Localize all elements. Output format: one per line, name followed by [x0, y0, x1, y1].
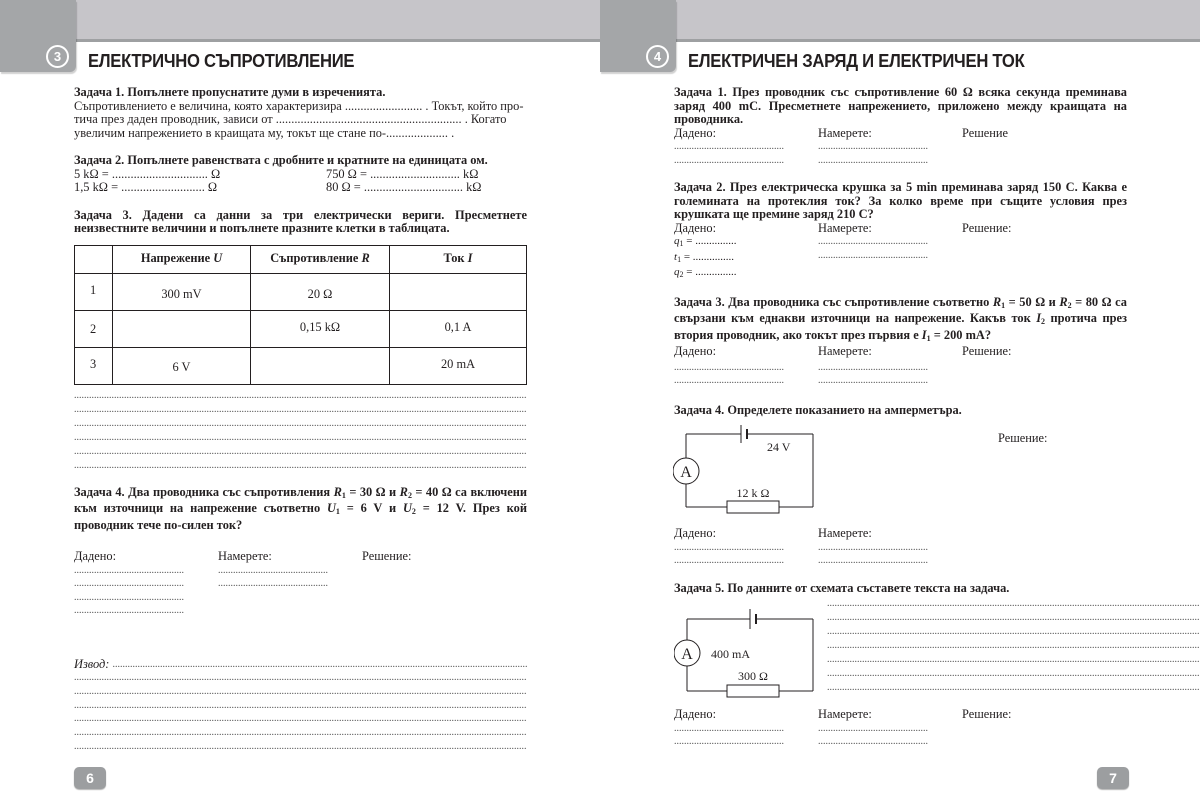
given-value: = ............... [683, 266, 737, 278]
given-line[interactable] [674, 541, 784, 555]
symbol: U [326, 501, 336, 515]
equation-row [74, 181, 527, 195]
symbol: q [674, 235, 680, 247]
find-label: Намерете: [818, 125, 872, 140]
answer-line[interactable] [74, 671, 527, 685]
given-value: = ............... [683, 235, 737, 247]
table-row [75, 310, 527, 347]
given-line[interactable] [674, 361, 784, 375]
task-heading: Задача 2. Попълнете равенствата с дробните и кратните на единицата ом. [74, 153, 488, 167]
find-line[interactable] [818, 541, 928, 555]
table-header-row [75, 245, 527, 273]
equation-row [74, 168, 527, 182]
given-find-solution [674, 527, 1127, 568]
equation-item: 1,5 kΩ = ........................... Ω [74, 180, 218, 194]
right-content [674, 86, 1127, 749]
answer-line[interactable] [74, 389, 527, 403]
equation-item: 80 Ω = ................................ kΩ [326, 180, 482, 194]
lesson-title: ЕЛЕКТРИЧНО СЪПРОТИВЛЕНИЕ [88, 50, 355, 71]
given-line[interactable] [74, 564, 184, 578]
equation-item: 5 kΩ = ............................... Ω [74, 166, 221, 181]
solution-label: Решение: [962, 707, 1012, 721]
given-label: Дадено: [674, 526, 717, 540]
header-bar [74, 0, 600, 42]
task-text: = 50 Ω и [1005, 294, 1060, 309]
find-column [818, 345, 962, 388]
table-cell[interactable] [113, 310, 251, 347]
answer-line[interactable] [74, 740, 527, 754]
given-line[interactable] [674, 140, 784, 154]
given-find-solution [674, 345, 1127, 388]
solution-column [962, 127, 1106, 168]
given-find-solution [674, 708, 1127, 749]
find-line[interactable] [818, 361, 928, 375]
voltage-label: 24 V [767, 440, 791, 454]
solution-label: Решение: [362, 549, 412, 563]
find-label: Намерете: [818, 526, 872, 540]
task-text: Задача 3. Два проводника със съпротивление съответно [674, 294, 993, 309]
given-column [74, 550, 218, 618]
subscript: 1 [677, 254, 682, 264]
task-text: = 80 Ω са свързани към еднакви източници на напрежение. Какъв ток [674, 294, 1127, 325]
task-5 [674, 582, 1127, 749]
task-heading: Задача 3. Дадени са данни за три електрически вериги. Пресметнете неизвестните величини и попълнете празните клетки в таблицата. [74, 207, 527, 235]
table-cell[interactable] [251, 347, 390, 384]
task-text: = 40 Ω са включени към източници на напрежение съответно [74, 484, 527, 515]
symbol: I [921, 327, 927, 342]
task-3 [74, 209, 527, 473]
given-line[interactable] [674, 554, 784, 568]
answer-line[interactable] [74, 431, 527, 445]
task-text: протича през втория проводник, ако токът през първия е [674, 311, 1127, 342]
conclusion-line[interactable] [112, 658, 527, 672]
task-heading: Задача 1. Попълнете пропуснатите думи в изреченията. [74, 85, 386, 99]
task-text: Задача 4. Два проводника със съпротивления [74, 484, 334, 499]
given-column [674, 527, 818, 568]
solution-label: Решение: [998, 430, 1048, 445]
task-text-line: Съпротивлението е величина, която характеризира ......................... . Токът, който про- [74, 98, 524, 113]
subscript: 1 [679, 239, 684, 248]
find-line[interactable] [818, 235, 928, 249]
task-5-body [674, 597, 1127, 698]
answer-lines[interactable] [74, 389, 527, 473]
symbol: t [674, 250, 678, 263]
find-column [818, 222, 962, 282]
table-cell: 3 [75, 347, 113, 384]
task-4 [74, 486, 527, 754]
lesson-title: ЕЛЕКТРИЧЕН ЗАРЯД И ЕЛЕКТРИЧЕН ТОК [688, 50, 1025, 71]
find-label: Намерете: [818, 344, 872, 358]
answer-line[interactable] [74, 445, 527, 459]
answer-line[interactable] [74, 726, 527, 740]
solution-label: Решение [962, 125, 1009, 140]
task-2 [74, 154, 527, 195]
given-line[interactable] [74, 591, 184, 605]
given-label: Дадено: [674, 344, 717, 358]
task-4 [674, 404, 1127, 568]
resistor-icon [727, 501, 779, 513]
resistor-label: 12 k Ω [736, 486, 770, 500]
solution-label: Решение: [962, 344, 1012, 358]
symbol: R [992, 294, 1002, 309]
circuit-diagram-2 [674, 603, 827, 698]
given-column [674, 127, 818, 168]
subscript: 2 [1067, 300, 1072, 310]
given-find-solution [674, 127, 1127, 168]
find-line[interactable] [818, 140, 928, 154]
given-line[interactable] [74, 604, 184, 618]
given-line[interactable] [674, 374, 784, 388]
subscript: 2 [1041, 317, 1046, 326]
table-cell: 1 [75, 273, 113, 310]
table-cell: 0,1 A [390, 310, 527, 347]
given-find-solution [674, 222, 1127, 282]
data-table [74, 245, 527, 385]
answer-line[interactable] [827, 681, 1200, 695]
subscript: 2 [411, 507, 416, 516]
symbol: q [674, 266, 680, 278]
equation-item: 750 Ω = ............................. kΩ [326, 166, 479, 181]
given-line[interactable] [674, 735, 784, 749]
symbol: R [1059, 294, 1068, 309]
symbol: R [399, 484, 408, 499]
header-bar [674, 0, 1200, 42]
symbol: U [402, 501, 412, 515]
symbol: I [1036, 311, 1042, 325]
subscript: 1 [926, 333, 931, 343]
page-number: 6 [74, 767, 106, 789]
given-column [674, 345, 818, 388]
given-item[interactable] [674, 251, 818, 267]
subscript: 2 [679, 270, 684, 279]
find-line[interactable] [818, 722, 928, 736]
given-label: Дадено: [674, 707, 717, 721]
answer-line[interactable] [827, 625, 1200, 639]
answer-line[interactable] [74, 459, 527, 473]
answer-line[interactable] [74, 712, 527, 726]
given-item[interactable] [674, 235, 818, 251]
given-line[interactable] [674, 154, 784, 168]
ammeter-symbol: A [681, 646, 693, 663]
task-text-line: увеличим напрежението в краищата му, токът ще стане по-.................... . [74, 125, 455, 140]
find-column [818, 708, 962, 749]
task-heading: Задача 5. По данните от схемата съставете текста на задача. [674, 580, 1010, 595]
find-label: Намерете: [818, 220, 872, 235]
answer-line[interactable] [827, 667, 1200, 681]
solution-column [962, 345, 1106, 388]
resistor-label: 300 Ω [738, 669, 768, 683]
task-text-line: тича през даден проводник, зависи от ............................................................ . Когато [74, 112, 507, 126]
answer-line[interactable] [827, 653, 1200, 667]
page-number: 7 [1097, 767, 1129, 789]
find-label: Намерете: [218, 549, 272, 563]
table-cell: 20 mA [390, 347, 527, 384]
find-label: Намерете: [818, 707, 872, 721]
answer-line[interactable] [74, 417, 527, 431]
subscript: 1 [341, 490, 346, 500]
given-line[interactable] [674, 722, 784, 736]
left-content [74, 86, 527, 754]
right-page [600, 0, 1200, 807]
resistor-icon [727, 685, 779, 697]
task-heading: Задача 4. Определете показанието на амперметъра. [674, 402, 962, 417]
circuit-diagram-1 [673, 421, 833, 521]
task-1 [674, 86, 1127, 167]
find-column [218, 550, 362, 618]
task-heading: Задача 2. През електрическа крушка за 5 min преминава заряд 150 C. Каква е големината на протеклия ток? За колко време при същите условия през крушката ще премине заряд 210 C? [674, 180, 1127, 221]
answer-line[interactable] [827, 639, 1200, 653]
find-line[interactable] [218, 577, 328, 591]
table-header-cell: Напрежение U [113, 245, 251, 273]
find-line[interactable] [818, 735, 928, 749]
given-column [674, 222, 818, 282]
lesson-number-badge: 3 [46, 45, 69, 68]
task-text: = 200 mA? [930, 327, 992, 342]
task-heading: Задача 1. През проводник със съпротивление 60 Ω всяка секунда преминава заряд 400 mC. Пресметнете напрежението, приложено между краищата на проводника. [674, 85, 1127, 126]
symbol: R [333, 484, 342, 499]
find-line[interactable] [818, 554, 928, 568]
given-find-solution [74, 550, 527, 618]
ammeter-symbol: A [680, 464, 692, 481]
task-text: = 30 Ω и [345, 484, 400, 499]
solution-column [962, 708, 1106, 749]
table-cell: 6 V [113, 347, 251, 384]
answer-line[interactable] [74, 403, 527, 417]
given-line[interactable] [74, 577, 184, 591]
subscript: 1 [335, 507, 340, 516]
lesson-number-badge: 4 [646, 45, 669, 68]
problem-text-lines[interactable] [827, 597, 1200, 698]
given-label: Дадено: [674, 125, 717, 140]
given-item[interactable] [674, 266, 818, 282]
conclusion-row [74, 658, 527, 672]
table-cell: 0,15 kΩ [251, 310, 390, 347]
task-heading [74, 486, 527, 533]
table-row [75, 347, 527, 384]
answer-line[interactable] [74, 699, 527, 713]
current-label: 400 mA [711, 647, 750, 661]
given-value: = ............... [681, 250, 735, 263]
subscript: 1 [1001, 300, 1006, 310]
solution-column [362, 550, 506, 618]
table-row [75, 273, 527, 310]
find-column [818, 127, 962, 168]
find-line[interactable] [818, 154, 928, 168]
find-column [818, 527, 962, 568]
given-column [674, 708, 818, 749]
task-3 [674, 296, 1127, 388]
table-header-cell: Ток I [390, 245, 527, 273]
table-header-cell: Съпротивление R [251, 245, 390, 273]
answer-line[interactable] [827, 611, 1200, 625]
task-2 [674, 181, 1127, 282]
conclusion-label: Извод: [74, 656, 110, 671]
find-line[interactable] [218, 564, 328, 578]
table-cell[interactable]: 20 Ω [251, 273, 390, 310]
table-header-cell [75, 245, 113, 273]
table-cell[interactable] [390, 273, 527, 310]
task-text: = 6 V и [339, 501, 403, 515]
solution-column [962, 222, 1106, 282]
subscript: 2 [407, 490, 412, 500]
table-cell: 2 [75, 310, 113, 347]
task-1 [74, 86, 527, 140]
find-line[interactable] [818, 249, 928, 263]
answer-line[interactable] [827, 597, 1200, 611]
given-label: Дадено: [74, 549, 117, 563]
task-heading [674, 296, 1127, 346]
given-label: Дадено: [674, 220, 717, 235]
find-line[interactable] [818, 374, 928, 388]
solution-label: Решение: [962, 220, 1012, 235]
task-text: = 12 V. През кой проводник тече по-силен ток? [74, 501, 527, 532]
table-cell: 300 mV [113, 273, 251, 310]
answer-line[interactable] [74, 685, 527, 699]
